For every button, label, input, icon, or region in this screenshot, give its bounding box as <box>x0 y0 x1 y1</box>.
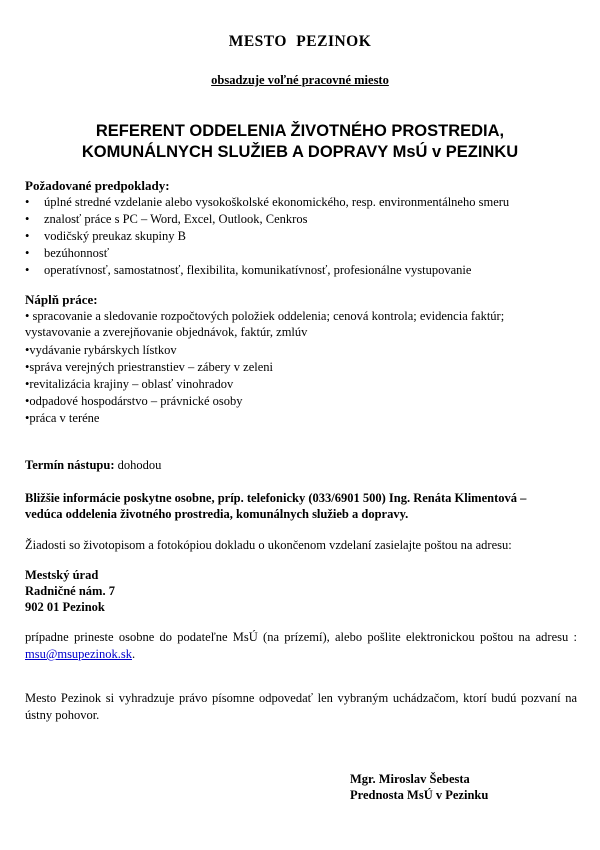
start-date <box>25 457 161 474</box>
email-link[interactable]: msu@msupezinok.sk <box>25 647 132 661</box>
page-title: MESTO PEZINOK <box>228 33 372 50</box>
bullet-icon: • <box>25 212 30 226</box>
bullet-icon: • <box>25 246 30 260</box>
list-item: • vodičský preukaz skupiny B <box>25 229 186 243</box>
contact-info-line2: vedúca oddelenia životného prostredia, komunálnych služieb a dopravy. <box>25 507 409 521</box>
page-subtitle: obsadzuje voľné pracovné miesto <box>211 73 389 87</box>
alternative-text: prípadne prineste osobne do podateľne MsÚ (na prízemí), alebo pošlite elektronickou poštou na adresu : msu@msupezinok.sk. <box>25 630 577 661</box>
position-heading <box>0 121 600 163</box>
reserve-text: Mesto Pezinok si vyhradzuje právo písomne odpovedať len vybraným uchádzačom, ktorí budú pozvaní na ústny pohovor. <box>25 691 577 722</box>
application-text: Žiadosti so životopisom a fotokópiou dokladu o ukončenom vzdelaní zasielajte poštou na adresu: <box>25 538 512 552</box>
list-item: • úplné stredné vzdelanie alebo vysokoškolské ekonomického, resp. environmentálneho smeru <box>25 195 510 209</box>
duties-item: •revitalizácia krajiny – oblasť vinohradov <box>25 377 234 391</box>
duties-item: vystavovanie a zverejňovanie objednávok, faktúr, zmlúv <box>25 325 308 339</box>
duties-item: •správa verejných priestranstiev – zábery v zeleni <box>25 360 274 374</box>
contact-info-line1: Bližšie informácie poskytne osobne, príp. telefonicky (033/6901 500) Ing. Renáta Klimentová – <box>25 491 527 505</box>
bullet-icon: • <box>25 229 30 243</box>
bullet-icon: • <box>25 195 30 209</box>
requirements-heading: Požadované predpoklady: <box>25 178 170 193</box>
address-line2: Radničné nám. 7 <box>25 584 115 598</box>
list-item: • znalosť práce s PC – Word, Excel, Outlook, Cenkros <box>25 212 308 226</box>
duties-item: •vydávanie rybárskych lístkov <box>25 343 177 357</box>
position-heading-line2: KOMUNÁLNYCH SLUŽIEB A DOPRAVY MsÚ v PEZINKU <box>81 143 519 161</box>
start-value: dohodou <box>114 458 162 472</box>
requirements-list <box>25 194 585 279</box>
signature-name: Mgr. Miroslav Šebesta <box>350 772 470 786</box>
address-line1: Mestský úrad <box>25 568 99 582</box>
signature-role: Prednosta MsÚ v Pezinku <box>350 788 489 802</box>
position-heading-line1: REFERENT ODDELENIA ŽIVOTNÉHO PROSTREDIA, <box>95 122 505 140</box>
bullet-icon: • <box>25 263 30 277</box>
duties-item: •práca v teréne <box>25 411 100 425</box>
duties-item: • spracovanie a sledovanie rozpočtových položiek oddelenia; cenová kontrola; evidencia faktúr; <box>25 309 505 323</box>
start-label: Termín nástupu: <box>25 458 115 472</box>
list-item: • bezúhonnosť <box>25 246 110 260</box>
duties-heading: Náplň práce: <box>25 292 98 307</box>
list-item: • operatívnosť, samostatnosť, flexibilita, komunikatívnosť, profesionálne vystupovanie <box>25 263 472 277</box>
address-line3: 902 01 Pezinok <box>25 600 105 614</box>
duties-item: •odpadové hospodárstvo – právnické osoby <box>25 394 243 408</box>
